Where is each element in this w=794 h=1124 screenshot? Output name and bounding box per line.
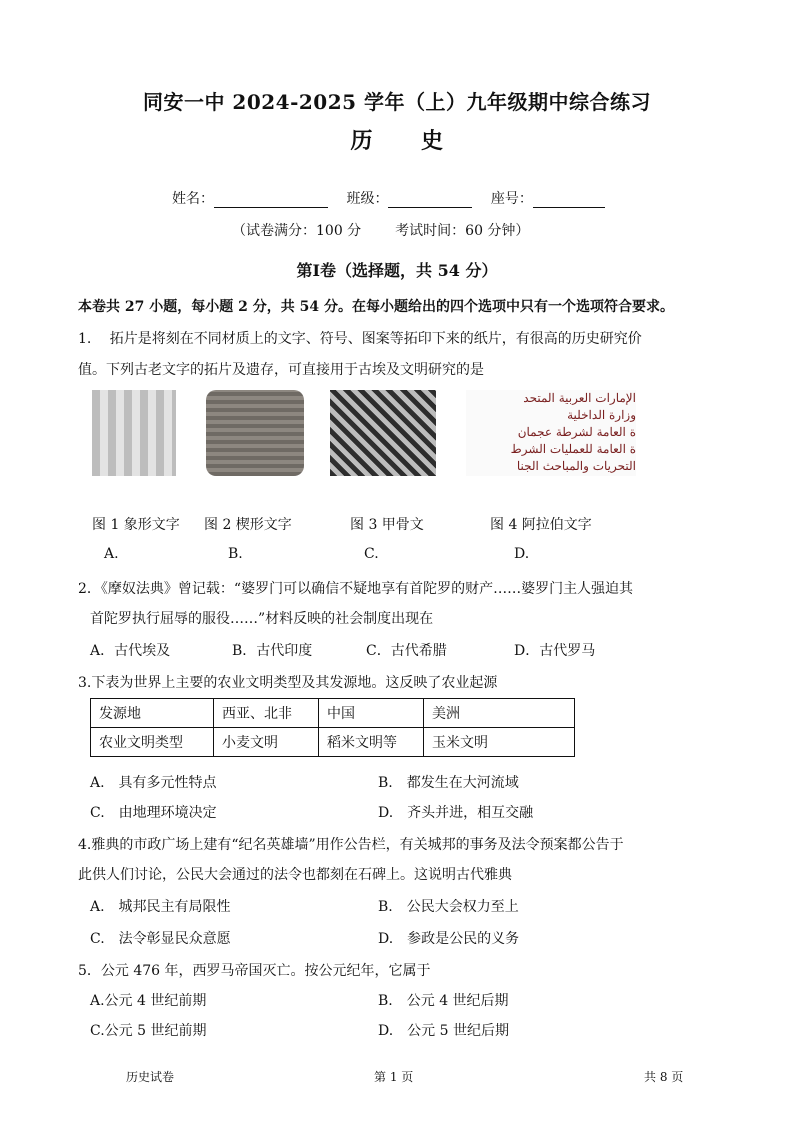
- table-row: [91, 699, 575, 728]
- q2-stem-line1: 2．《摩奴法典》曾记载：“婆罗门可以确信不疑地享有首陀罗的财产……婆罗门主人强迫其: [78, 581, 634, 597]
- arabic-line: التحريات والمباحث الجنا: [516, 459, 636, 473]
- exam-time: 考试时间：60 分钟）: [395, 223, 530, 239]
- table-cell: 农业文明类型: [91, 728, 214, 757]
- option-a[interactable]: A. 具有多元性特点: [90, 775, 217, 791]
- exam-title: 同安一中 2024-2025 学年（上）九年级期中综合练习: [142, 90, 652, 114]
- option-b[interactable]: B. 都发生在大河流域: [378, 775, 519, 791]
- q1-stem-line1: 1. 拓片是将刻在不同材质上的文字、符号、图案等拓印下来的纸片，有很高的历史研究价: [78, 331, 642, 347]
- arabic-line: ة العامة لشرطة عجمان: [517, 425, 636, 439]
- option-b[interactable]: B.: [228, 546, 243, 562]
- q4-stem-line2: 此供人们讨论，公民大会通过的法令也都刻在石碑上。这说明古代雅典: [78, 867, 512, 883]
- cuneiform-tablet-image: [206, 390, 304, 476]
- table-cell: 中国: [319, 699, 424, 728]
- option-c[interactable]: C．古代希腊: [366, 643, 447, 659]
- class-label: 班级：: [346, 191, 389, 207]
- oracle-bone-image: [330, 390, 436, 476]
- seat-blank[interactable]: [533, 193, 605, 208]
- q3-table: [90, 698, 575, 757]
- section-instruction: 本卷共 27 小题，每小题 2 分，共 54 分。在每小题给出的四个选项中只有一个选项符合要求。: [78, 299, 674, 315]
- q1-figures: [86, 390, 646, 480]
- table-cell: 玉米文明: [424, 728, 575, 757]
- table-cell: 稻米文明等: [319, 728, 424, 757]
- option-d[interactable]: D. 齐头并进，相互交融: [378, 805, 534, 821]
- figure-caption: 图 1 象形文字: [92, 517, 180, 533]
- option-d[interactable]: D.: [514, 546, 530, 562]
- name-blank[interactable]: [214, 193, 328, 208]
- class-blank[interactable]: [388, 193, 472, 208]
- subject-heading: [0, 124, 794, 155]
- table-cell: 美洲: [424, 699, 575, 728]
- arabic-script-image: [466, 390, 636, 476]
- option-d[interactable]: D．古代罗马: [514, 643, 596, 659]
- table-cell: 西亚、北非: [214, 699, 319, 728]
- name-label: 姓名：: [172, 191, 214, 207]
- q4-stem-line1: 4.雅典的市政广场上建有“纪名英雄墙”用作公告栏，有关城邦的事务及法令预案都公告于: [78, 837, 624, 853]
- figure-caption: 图 4 阿拉伯文字: [490, 517, 592, 533]
- q1-stem-line2: 值。下列古老文字的拓片及遗存，可直接用于古埃及文明研究的是: [78, 362, 484, 378]
- footer-left: 历史试卷: [126, 1070, 175, 1084]
- option-a[interactable]: A. 城邦民主有局限性: [90, 899, 231, 915]
- q3-stem: 3.下表为世界上主要的农业文明类型及其发源地。这反映了农业起源: [78, 675, 498, 691]
- hieroglyph-rubbing-image: [92, 390, 176, 476]
- option-c[interactable]: C. 法令彰显民众意愿: [90, 931, 231, 947]
- option-b[interactable]: B. 公元 4 世纪后期: [378, 993, 509, 1009]
- seat-label: 座号：: [490, 191, 533, 207]
- arabic-line: الإمارات العربية المتحد: [523, 391, 636, 405]
- footer-total-pages: 共 8 页: [644, 1070, 684, 1084]
- subject-char-1: 历: [350, 128, 373, 154]
- table-cell: 发源地: [91, 699, 214, 728]
- full-score: （试卷满分：100 分: [232, 223, 362, 239]
- arabic-line: وزارة الداخلية: [567, 408, 636, 422]
- figure-caption: 图 3 甲骨文: [350, 517, 424, 533]
- section-heading: 第Ⅰ卷（选择题，共 54 分）: [296, 261, 498, 280]
- table-cell: 小麦文明: [214, 728, 319, 757]
- option-c[interactable]: C.公元 5 世纪前期: [90, 1023, 207, 1039]
- option-d[interactable]: D. 参政是公民的义务: [378, 931, 520, 947]
- q5-stem: 5．公元 476 年，西罗马帝国灭亡。按公元纪年，它属于: [78, 963, 431, 979]
- student-info-row: [172, 188, 611, 208]
- subject-char-2: 史: [421, 128, 444, 154]
- table-row: [91, 728, 575, 757]
- arabic-line: ة العامة للعمليات الشرط: [510, 442, 636, 456]
- option-d[interactable]: D. 公元 5 世纪后期: [378, 1023, 509, 1039]
- option-a[interactable]: A．古代埃及: [90, 643, 171, 659]
- option-c[interactable]: C.: [364, 546, 379, 562]
- q2-stem-line2: 首陀罗执行屈辱的服役……”材料反映的社会制度出现在: [90, 611, 434, 627]
- option-b[interactable]: B. 公民大会权力至上: [378, 899, 519, 915]
- figure-caption: 图 2 楔形文字: [204, 517, 292, 533]
- option-c[interactable]: C. 由地理环境决定: [90, 805, 217, 821]
- option-b[interactable]: B．古代印度: [232, 643, 313, 659]
- option-a[interactable]: A.: [104, 546, 119, 562]
- footer-page-number: 第 1 页: [374, 1070, 414, 1084]
- option-a[interactable]: A.公元 4 世纪前期: [90, 993, 207, 1009]
- exam-meta: [232, 220, 529, 240]
